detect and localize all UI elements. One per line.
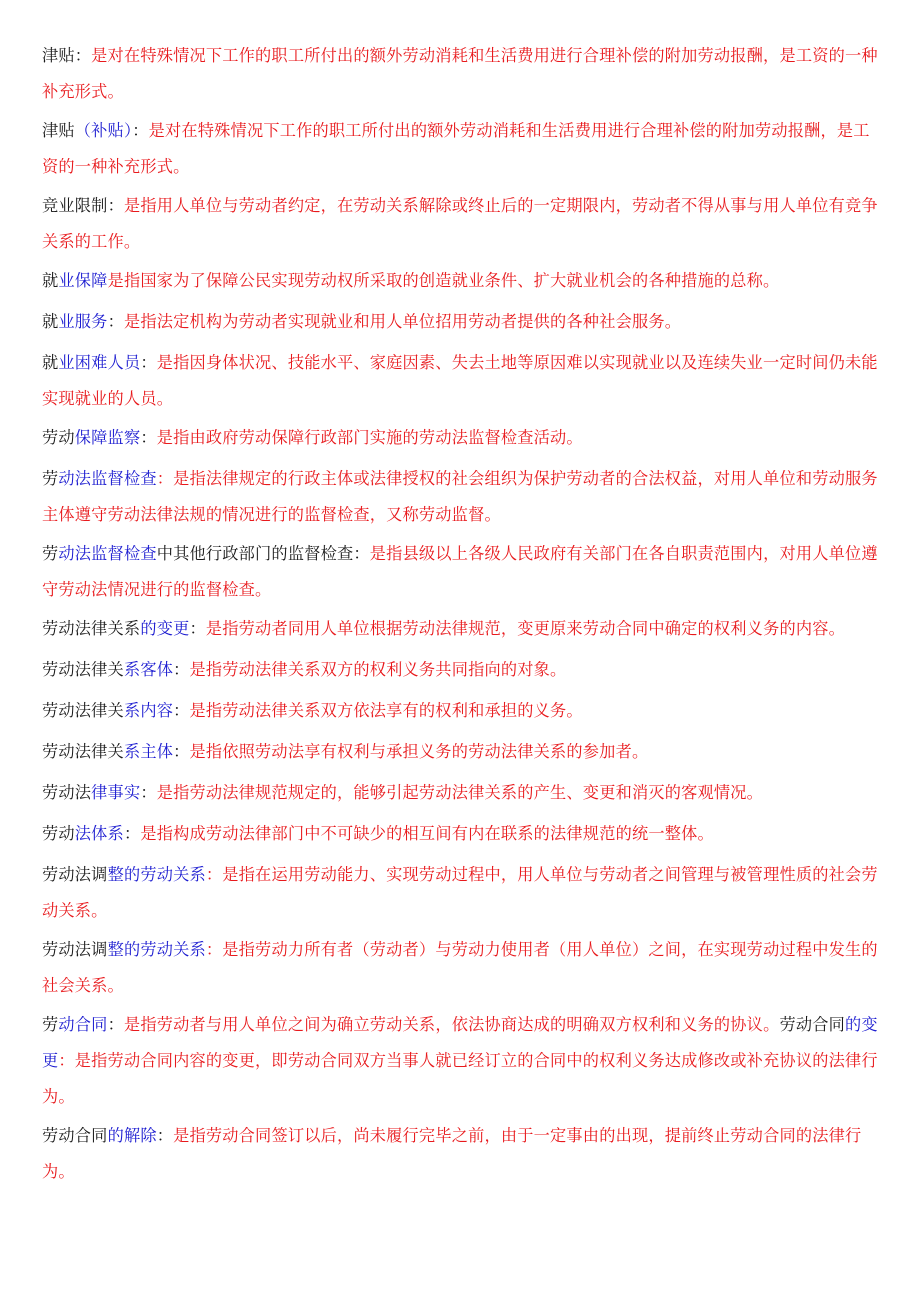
term-text: ： [140, 353, 157, 372]
term-text: 保障监察 [74, 428, 141, 447]
term-text: 律事实 [91, 783, 141, 802]
definition-text: ：是指劳动合同内容的变更，即劳动合同双方当事人就已经订立的合同中的权利义务达成修改或补充协议的法律行为。 [42, 1051, 878, 1106]
term-text: ： [156, 1126, 174, 1145]
definition-text: 是指法定机构为劳动者实现就业和用人单位招用劳动者提供的各种社会服务。 [123, 312, 682, 331]
term-text: 的解除 [107, 1126, 157, 1145]
definition-text: ：是指法律规定的行政主体或法律授权的社会组织为保护劳动者的合法权益，对用人单位和劳动服务主体遵守劳动法律法规的情况进行的监督检查，又称劳动监督。 [42, 469, 878, 524]
term-text: ： [189, 619, 206, 638]
glossary-entry [42, 816, 878, 852]
term-text: ： [173, 660, 190, 679]
term-text: 劳动法律关 [42, 660, 124, 679]
definition-text: 是指依照劳动法享有权利与承担义务的劳动法律关系的参加者。 [189, 742, 649, 761]
glossary-entry [42, 693, 878, 729]
term-text: 的变更 [140, 619, 190, 638]
term-text: 津贴 [42, 121, 75, 140]
term-text: 系客体 [123, 660, 174, 679]
term-text: ： [74, 46, 92, 65]
term-text: 劳动合同 [42, 1126, 108, 1145]
term-text: 中其他行政部门的监督检查： [156, 544, 370, 563]
term-text: 系内容 [123, 701, 174, 720]
term-text: （补贴） [74, 121, 133, 140]
term-text: 劳动法 [42, 783, 92, 802]
term-text: 竞业限制 [42, 196, 108, 215]
term-text: 劳 [42, 544, 59, 563]
glossary-entry [42, 188, 878, 260]
definition-text: ：是指在运用劳动能力、实现劳动过程中，用人单位与劳动者之间管理与被管理性质的社会劳动关系。 [42, 865, 878, 920]
term-text: 业服务 [58, 312, 108, 331]
term-text: 动合同 [58, 1015, 108, 1034]
glossary-entry [42, 461, 878, 533]
term-text: 整的劳动关系 [107, 940, 206, 959]
term-text: 劳 [42, 1015, 59, 1034]
definition-text: 是指劳动合同签订以后，尚未履行完毕之前，由于一定事由的出现，提前终止劳动合同的法律行为。 [42, 1126, 862, 1181]
glossary-entry [42, 611, 878, 647]
definition-text: 是指劳动者与用人单位之间为确立劳动关系，依法协商达成的明确双方权利和义务的协议。 [123, 1015, 780, 1034]
term-text: 劳动法律关 [42, 701, 124, 720]
term-text: 系主体 [123, 742, 174, 761]
term-text: 劳动合同 [779, 1015, 846, 1034]
term-text: 的变更 [42, 1015, 878, 1070]
term-text: ： [173, 742, 190, 761]
glossary-entry [42, 304, 878, 340]
term-text: 业保障 [58, 271, 108, 290]
term-text: 动法监督检查 [58, 469, 157, 488]
glossary-entry [42, 263, 878, 299]
term-text: ： [107, 1015, 124, 1034]
glossary-entry [42, 857, 878, 929]
glossary-entry [42, 734, 878, 770]
term-text: ： [140, 783, 157, 802]
term-text: 就 [42, 312, 59, 331]
glossary-entry [42, 1007, 878, 1115]
definition-text: 是指构成劳动法律部门中不可缺少的相互间有内在联系的法律规范的统一整体。 [140, 824, 714, 843]
glossary-entry [42, 932, 878, 1004]
glossary-entry [42, 1118, 878, 1190]
term-text: 劳 [42, 469, 59, 488]
term-text: 劳动 [42, 824, 75, 843]
glossary-entry [42, 652, 878, 688]
term-text: ： [123, 824, 141, 843]
term-text: 劳动 [42, 428, 75, 447]
definition-text: 是指国家为了保障公民实现劳动权所采取的创造就业条件、扩大就业机会的各种措施的总称。 [107, 271, 780, 290]
definition-text: 是指劳动法律关系双方的权利义务共同指向的对象。 [189, 660, 567, 679]
glossary-entry [42, 775, 878, 811]
term-text: 就 [42, 271, 59, 290]
term-text: ： [107, 196, 124, 215]
document-body [42, 38, 878, 1193]
definition-text: 是指劳动法律关系双方依法享有的权利和承担的义务。 [189, 701, 583, 720]
term-text: 劳动法律关 [42, 742, 124, 761]
definition-text: 是指县级以上各级人民政府有关部门在各自职责范围内，对用人单位遵守劳动法情况进行的监督检查。 [42, 544, 878, 599]
term-text: 劳动法调 [42, 865, 108, 884]
definition-text: 是指由政府劳动保障行政部门实施的劳动法监督检查活动。 [156, 428, 583, 447]
term-text: 动法监督检查 [58, 544, 157, 563]
term-text: ： [140, 428, 157, 447]
term-text: 劳动法调 [42, 940, 108, 959]
term-text: 就 [42, 353, 59, 372]
term-text: 整的劳动关系 [107, 865, 206, 884]
definition-text: 是指用人单位与劳动者约定，在劳动关系解除或终止后的一定期限内，劳动者不得从事与用人单位有竞争关系的工作。 [42, 196, 878, 251]
definition-text: ：是指劳动力所有者（劳动者）与劳动力使用者（用人单位）之间，在实现劳动过程中发生的社会关系。 [42, 940, 878, 995]
glossary-entry [42, 38, 878, 110]
term-text: ： [107, 312, 124, 331]
definition-text: 是指劳动法律规范规定的，能够引起劳动法律关系的产生、变更和消灭的客观情况。 [156, 783, 764, 802]
glossary-entry [42, 345, 878, 417]
definition-text: 是指劳动者同用人单位根据劳动法律规范，变更原来劳动合同中确定的权利义务的内容。 [205, 619, 845, 638]
glossary-entry [42, 113, 878, 185]
term-text: 业困难人员 [58, 353, 141, 372]
glossary-entry [42, 536, 878, 608]
term-text: 津贴 [42, 46, 75, 65]
definition-text: 是对在特殊情况下工作的职工所付出的额外劳动消耗和生活费用进行合理补偿的附加劳动报酬，是工资的一种补充形式。 [42, 121, 870, 176]
definition-text: 是指因身体状况、技能水平、家庭因素、失去土地等原因难以实现就业以及连续失业一定时间仍未能实现就业的人员。 [42, 353, 878, 408]
term-text: 法体系 [74, 824, 124, 843]
glossary-entry [42, 420, 878, 456]
term-text: ： [132, 121, 149, 140]
term-text: ： [173, 701, 190, 720]
term-text: 劳动法律关系 [42, 619, 141, 638]
definition-text: 是对在特殊情况下工作的职工所付出的额外劳动消耗和生活费用进行合理补偿的附加劳动报酬，是工资的一种补充形式。 [42, 46, 878, 101]
